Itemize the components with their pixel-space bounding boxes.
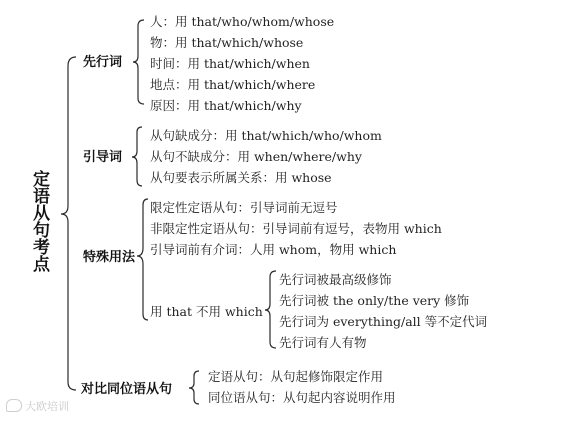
- brace-teshuyongfa: [137, 199, 148, 320]
- leaf-item: 地点：用 that/which/where: [150, 77, 316, 92]
- watermark-logo-icon: [6, 399, 22, 412]
- category-xianxingci: 先行词: [83, 55, 123, 70]
- sub-item: 先行词为 everything/all 等不定代词: [279, 314, 488, 329]
- leaf-item: 引导词前有介词：人用 whom，物用 which: [150, 242, 397, 257]
- leaf-item: 人：用 that/who/whom/whose: [150, 14, 335, 29]
- brace-tongweiyu: [189, 371, 199, 404]
- leaf-item: 时间：用 that/which/when: [150, 56, 310, 71]
- leaf-item: 从句缺成分：用 that/which/who/whom: [150, 128, 382, 143]
- watermark-text: 大欧培训: [25, 400, 69, 413]
- sub-item: 先行词被最高级修饰: [279, 272, 392, 287]
- leaf-item: 同位语从句：从句起内容说明作用: [208, 390, 396, 405]
- leaf-item: 限定性定语从句：引导词前无逗号: [150, 200, 338, 215]
- brace-yindaoci: [132, 127, 142, 186]
- category-teshuyongfa: 特殊用法: [83, 250, 136, 265]
- main-brace: [61, 57, 76, 390]
- leaf-item: 物：用 that/which/whose: [150, 35, 304, 50]
- leaf-item-that-not-which: 用 that 不用 which: [150, 304, 263, 319]
- category-tongweiyu: 对比同位语从句: [81, 382, 173, 397]
- leaf-item: 原因：用 that/which/why: [150, 98, 302, 113]
- sub-item: 先行词有人有物: [279, 335, 367, 350]
- leaf-item: 从句不缺成分：用 when/where/why: [150, 149, 362, 164]
- brace-xianxingci: [133, 20, 144, 104]
- leaf-item: 非限定性定语从句：引导词前有逗号，表物用 which: [150, 221, 442, 236]
- root-title: 定语从句考点: [29, 170, 49, 272]
- brace-that-not-which: [265, 271, 276, 348]
- watermark: [6, 398, 69, 414]
- sub-item: 先行词被 the only/the very 修饰: [279, 293, 470, 308]
- leaf-item: 定语从句：从句起修饰限定作用: [208, 369, 384, 384]
- category-yindaoci: 引导词: [83, 150, 123, 165]
- leaf-item: 从句要表示所属关系：用 whose: [150, 170, 332, 185]
